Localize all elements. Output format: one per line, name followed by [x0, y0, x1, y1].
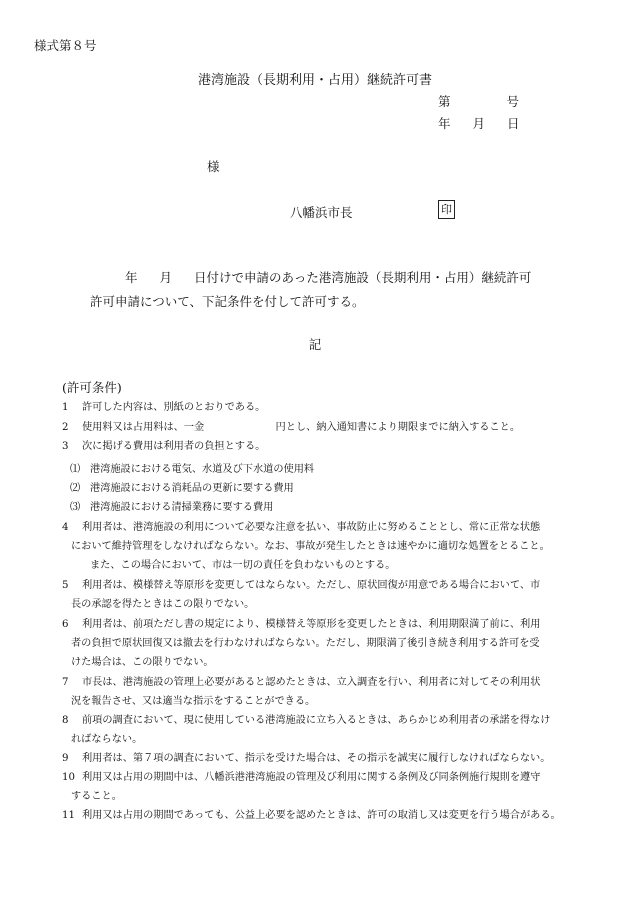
condition-3 [62, 437, 562, 456]
sub-item-number: ⑴ [70, 464, 81, 475]
condition-text: において維持管理をしなければならない。なお、事故が発生したときは速やかに適切な処置をとること。 [71, 541, 550, 552]
issue-date-month: 月 [472, 116, 486, 131]
condition-number: 10 [62, 772, 75, 783]
condition-text: 市長は、港湾施設の管理上必要があると認めたときは、立入調査を行い、利用者に対してその利用状 [82, 677, 541, 688]
body-text: 日付けで申請のあった港湾施設（長期利用・占用）継続許可 [194, 270, 532, 285]
sub-item-3 [70, 498, 273, 513]
body-year: 年 [125, 270, 138, 285]
condition-number: 1 [62, 402, 69, 413]
condition-text: 況を報告させ、又は適当な指示をすることができる。 [71, 696, 316, 707]
body-line-2: 許可申請について、下記条件を付して許可する。 [90, 294, 365, 309]
document-title: 港湾施設（長期利用・占用）継続許可書 [197, 73, 432, 88]
condition-8 [62, 711, 562, 749]
condition-text: 利用又は占用の期間中は、八幡浜港港湾施設の管理及び利用に関する条例及び同条例施行規則を遵守 [82, 772, 541, 783]
issue-number-prefix: 第 [438, 94, 451, 109]
condition-number: 6 [62, 619, 69, 630]
condition-text: 前項の調査において、現に使用している港湾施設に立ち入るときは、あらかじめ利用者の承諾を得なけ [82, 715, 551, 726]
condition-text: 許可した内容は、別紙のとおりである。 [82, 402, 266, 413]
form-number: 様式第８号 [34, 38, 97, 53]
condition-text: すること。 [71, 791, 122, 802]
condition-9 [62, 749, 562, 768]
addressee: 様 [207, 159, 220, 174]
condition-7 [62, 673, 562, 711]
condition-number: 2 [62, 422, 69, 433]
conditions-heading: (許可条件) [62, 380, 122, 395]
issue-number [438, 92, 519, 110]
condition-11 [62, 806, 562, 825]
condition-text: ればならない。 [71, 734, 143, 745]
condition-text: 利用者は、第７項の調査において、指示を受けた場合は、その指示を誠実に履行しなければならない。 [82, 753, 551, 764]
condition-text: 利用者は、港湾施設の利用について必要な注意を払い、事故防止に努めることとし、常に正常な状態 [82, 522, 541, 533]
condition-number: 9 [62, 753, 69, 764]
sub-item-1 [70, 460, 314, 475]
condition-number: 4 [62, 522, 69, 533]
condition-5 [62, 576, 562, 614]
condition-number: 8 [62, 715, 69, 726]
body-month: 月 [159, 270, 173, 285]
condition-text: 長の承認を得たときはこの限りでない。 [71, 599, 255, 610]
seal-mark: 印 [438, 200, 455, 219]
condition-number: 3 [62, 441, 69, 452]
sub-item-text: 港湾施設における消耗品の更新に要する費用 [90, 483, 294, 494]
sub-item-text: 港湾施設における清掃業務に要する費用 [90, 502, 274, 513]
condition-1 [62, 398, 562, 417]
sub-item-number: ⑶ [70, 502, 81, 513]
body-line-1 [125, 268, 531, 286]
issue-date [438, 114, 520, 132]
condition-4 [62, 518, 562, 575]
condition-text: 使用料又は占用料は、一金 円とし、納入通知書により期限までに納入すること。 [82, 422, 521, 433]
sub-item-number: ⑵ [70, 483, 81, 494]
condition-number: 5 [62, 580, 69, 591]
condition-text: 利用又は占用の期間であっても、公益上必要を認めたときは、許可の取消し又は変更を行う場合がある。 [82, 810, 561, 821]
issue-date-day: 日 [507, 116, 520, 131]
condition-text: けた場合は、この限りでない。 [71, 657, 214, 668]
condition-number: 7 [62, 677, 69, 688]
condition-text: 利用者は、前項ただし書の規定により、模様替え等原形を変更したときは、利用期限満了前に、利用 [82, 619, 541, 630]
condition-10 [62, 768, 562, 806]
sub-item-2 [70, 479, 294, 494]
condition-text: 者の負担で原状回復又は撤去を行わなければならない。ただし、期限満了後引き続き利用する許可を受 [71, 638, 540, 649]
issue-date-year: 年 [438, 116, 451, 131]
condition-text: 次に掲げる費用は利用者の負担とする。 [82, 441, 266, 452]
condition-text: また、この場合において、市は一切の責任を負わないものとする。 [90, 560, 396, 571]
issuer-name: 八幡浜市長 [290, 205, 353, 220]
condition-text: 利用者は、模様替え等原形を変更してはならない。ただし、原状回復が用意である場合において、市 [82, 580, 541, 591]
condition-6 [62, 615, 562, 672]
issue-number-suffix: 号 [506, 94, 520, 109]
condition-number: 11 [62, 810, 75, 821]
sub-item-text: 港湾施設における電気、水道及び下水道の使用料 [90, 464, 315, 475]
ki-heading: 記 [308, 337, 322, 352]
condition-2 [62, 418, 562, 437]
